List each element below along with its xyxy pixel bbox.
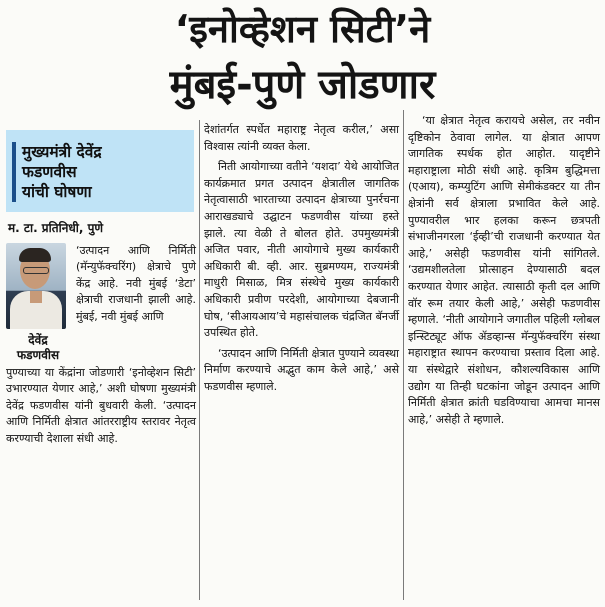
article-column-3 <box>408 113 600 428</box>
intro-row <box>6 243 196 363</box>
column-divider <box>403 110 404 600</box>
photo-block <box>6 243 70 363</box>
headline-line-1: ‘इनोव्हेशन सिटी’ने <box>174 7 431 51</box>
paragraph: निती आयोगाच्या वतीने ‘यशदा’ येथे आयोजित कार्यक्रमात प्रगत उत्पादन क्षेत्रातील जागतिक नेतृत्वासाठी भारताच्या उत्पादन क्षेत्राच्या पुनर्रचना आराखड्याचे उद्घाटन फडणवीस यांच्या हस्ते झाले. त्या वेळी ते बोलत होते. उपमुख्यमंत्री अजित पवार, नीती आयोगाचे मुख्य कार्यकारी अधिकारी बी. व्ही. आर. सुब्रमण्यम, राज्यमंत्री माधुरी मिसाळ, मित्र संस्थेचे मुख्य कार्यकारी अधिकारी प्रवीण परदेशी, आयोगाच्या देबजानी घोष, ‘सीआयआय’चे महासंचालक चंद्रजित बॅनर्जी उपस्थित होते. <box>204 160 399 340</box>
headline-line-2: मुंबई-पुणे जोडणार <box>169 62 436 108</box>
photo-caption <box>6 333 70 363</box>
portrait-photo <box>6 243 66 329</box>
intro-paragraph: ‘उत्पादन आणि निर्मिती (मॅन्युफॅक्चरिंग) क्षेत्राचे पुणे केंद्र आहे. नवी मुंबई ‘डेटा’ क्षेत्राची राजधानी झाली आहे. मुंबई, नवी मुंबई आणि <box>76 243 196 323</box>
dateline: म. टा. प्रतिनिधी, पुणे <box>8 221 104 235</box>
paragraph: देशांतर्गत स्पर्धेत महाराष्ट्र नेतृत्व करील,’ असा विश्वास त्यांनी व्यक्त केला. <box>204 123 399 153</box>
caption-line: फडणवीस <box>16 347 60 362</box>
article-column-2 <box>204 122 399 396</box>
deck-line: फडणवीस <box>22 163 77 181</box>
paragraph: ‘उत्पादन आणि निर्मिती क्षेत्रात पुण्याने व्यवस्था निर्माण करण्याचे अद्भुत काम केले आहे,’ असे फडणवीस म्हणाले. <box>204 346 399 393</box>
deck-box <box>6 130 194 212</box>
deck-line: यांची घोषणा <box>22 183 92 201</box>
deck-line: मुख्यमंत्री देवेंद्र <box>22 143 102 161</box>
column-divider <box>199 120 200 600</box>
paragraph: ‘या क्षेत्रात नेतृत्व करायचे असेल, तर नवीन दृष्टिकोन ठेवावा लागेल. या क्षेत्रात आपण जागतिक स्पर्धक होत आहोत. यादृष्टीने महाराष्ट्राला मोठी संधी आहे. कृत्रिम बुद्धिमत्ता (एआय), कम्प्युटिंग आणि सेमीकंडक्टर या तीन क्षेत्रांनी सर्व क्षेत्राला प्रभावित केले आहे. पुण्यावरील भार हलका करून छत्रपती संभाजीनगरला ‘ईव्ही’ची राजधानी करण्यात येत आहे,’ असेही फडणवीस यांनी सांगितले. ‘उद्यमशीलतेला प्रोत्साहन देण्यासाठी बदल करण्यात येणार आहेत. त्यासाठी कृती दल आणि वॉर रूम तयार केली आहे,’ असेही फडणवीस म्हणाले. ‘नीती आयोगाने जगातील पहिली ग्लोबल इन्स्टिट्यूट ऑफ ॲडव्हान्स मॅन्युफॅक्चरिंग संस्था महाराष्ट्रात स्थापन करण्याचा प्रस्ताव दिला आहे. या संस्थेद्वारे संशोधन, कौशल्यविकास आणि उद्योग या तिन्ही घटकांना जोडून उत्पादन आणि निर्मिती क्षेत्रात क्रांती घडविण्याचा आमचा मानस आहे,’ असेही ते म्हणाले. <box>408 114 600 426</box>
paragraph: पुण्याच्या या केंद्रांना जोडणारी ‘इनोव्हेशन सिटी’ उभारण्यात येणार आहे,’ अशी घोषणा मुख्यमंत्री देवेंद्र फडणवीस यांनी बुधवारी केली. ‘उत्पादन आणि निर्मिती क्षेत्रात आंतरराष्ट्रीय स्तरावर नेतृत्व करण्याची देशाला संधी आहे. <box>6 365 196 445</box>
article-column-1 <box>6 130 196 448</box>
caption-line: देवेंद्र <box>28 332 48 347</box>
